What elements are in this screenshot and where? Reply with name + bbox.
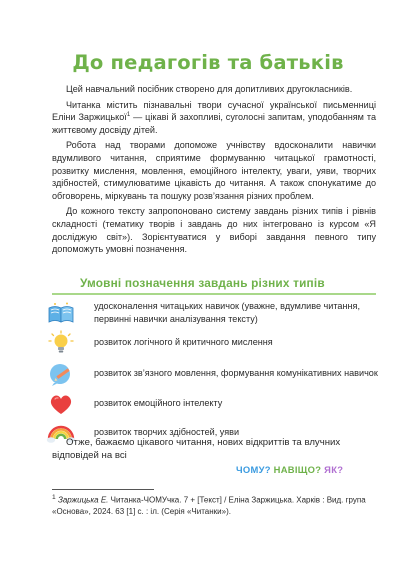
legend-item-reading	[42, 296, 378, 329]
legend-item-speech	[42, 356, 378, 391]
legend-divider	[52, 293, 376, 295]
legend-text-thinking: розвиток логічного й критичного мислення	[94, 337, 273, 348]
paragraph-2-rest: — цікаві й захопливі, суголосні запитам, уподобанням та життєвому досвіду дітей.	[52, 112, 376, 135]
footnote-author: Заржицька Е.	[57, 495, 109, 505]
legend-list	[42, 296, 378, 449]
lightbulb-icon	[46, 330, 76, 356]
footnote-text: Читанка-ЧОМУчка. 7 + [Текст] / Еліна Заржицька. Харків : Вид. група «Основа», 2024. 63 [1] с. : іл. (Серія «Читанки»).	[52, 495, 366, 516]
footnote	[52, 492, 378, 517]
paragraph-3: Робота над творами допоможе учнівству вдосконалити навички вдумливого читання, сприятиме формуванню читацької грамотності, розвитку мислення, мовлення, емоційного інтелекту, уваги, уяви, творчих здібностей, стимулюватиме цікавість до читання. А також спонукатиме до обговорень, міркувань та пошуку розв’язання різних проблем.	[52, 140, 376, 201]
legend-item-thinking	[42, 329, 378, 356]
footnote-ref: 1	[126, 112, 131, 119]
closing-text: Отже, бажаємо цікавого читання, нових відкриттів та влучних відповідей на всі	[52, 437, 341, 462]
legend-text-speech: розвиток зв’язного мовлення, формування комунікативних навичок	[94, 368, 378, 379]
paragraph-4: До кожного тексту запропоновано систему завдань різних типів і рівнів складності (тематику творів і завдань до них інтегровано із курсом «Я досліджую світ»). Зорієнтуватися у виборі завдання певного типу допоможуть умовні позначення.	[52, 206, 376, 255]
heart-icon	[46, 391, 76, 417]
tagline-how: ЯК?	[324, 464, 344, 475]
page-title: До педагогів та батьків	[72, 51, 344, 74]
tagline-what-for: НАВІЩО?	[273, 464, 322, 475]
legend-title: Умовні позначення завдань різних типів	[52, 274, 376, 292]
legend-text-reading: удосконалення читацьких навичок (уважне, вдумливе читання, первинні навички аналізування тексту)	[94, 301, 360, 324]
legend-text-creativity: розвиток творчих здібностей, уяви	[94, 427, 240, 438]
footnote-divider	[52, 489, 154, 490]
paragraph-2	[52, 99, 376, 137]
footnote-mark: 1	[52, 494, 56, 501]
tagline	[236, 464, 343, 475]
book-icon	[46, 300, 76, 326]
tagline-why: ЧОМУ?	[236, 464, 271, 475]
paragraph-2-main: Читанка містить пізнавальні твори сучасної української письменниці Еліни Заржицької	[52, 99, 376, 123]
speech-pencil-icon	[46, 361, 76, 387]
paragraph-1: Цей навчальний посібник створено для допитливих другокласників.	[66, 84, 353, 94]
legend-item-emotion	[42, 391, 378, 416]
intro-text	[52, 83, 376, 259]
legend-text-emotion: розвиток емоційного інтелекту	[94, 398, 223, 409]
